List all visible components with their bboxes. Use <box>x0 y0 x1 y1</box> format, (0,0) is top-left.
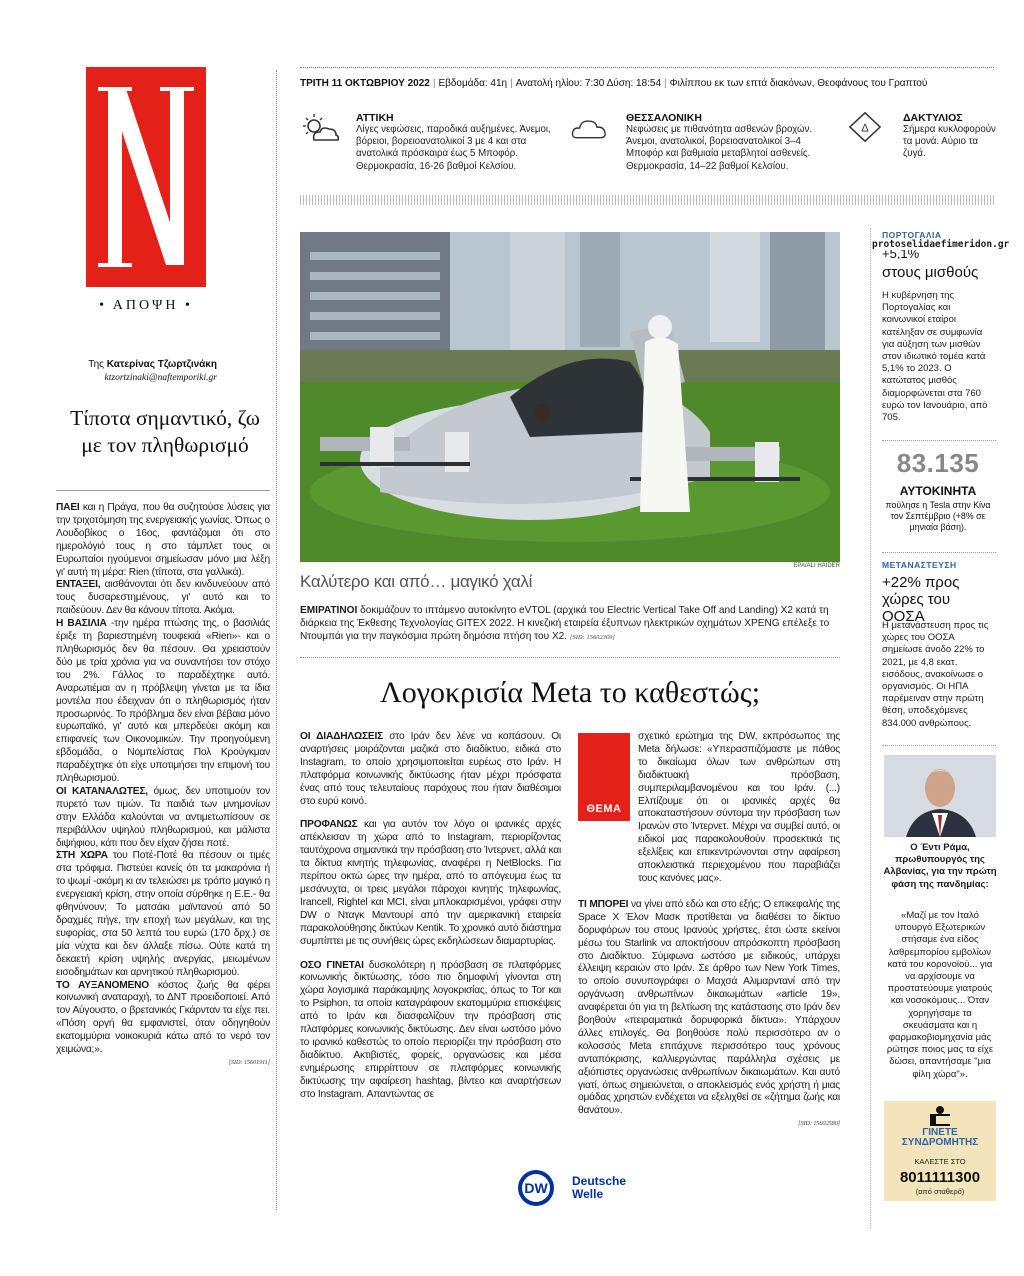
deutsche-welle-logo-icon <box>502 1168 548 1208</box>
svg-text:Δ: Δ <box>861 122 869 135</box>
divider <box>882 552 996 553</box>
sun-times: Ανατολή ηλίου: 7:30 Δύση: 18:54 <box>515 78 662 89</box>
week-number: Εβδομάδα: 41η <box>438 78 508 89</box>
paragraph: ΣΤΗ ΧΩΡΑ του Ποτέ-Ποτέ θα πέσουν οι τιμές στα τρόφιμα. Πιστεύει κανείς ότι τα μακαρόνια ή το ψωμί -ακόμη κι αν τελειώσει με τρόπο μαγικό η ενεργειακή κρίση, στην οποία σύρθηκε η Ε.Ε.- θα φθηνύνουν; Το ματσάκι μαϊντανού από 50 δραχμές πήγε, την εποχή των μεγάλων, και της ευφορίας, στα 50 λεπτά του ευρώ (170 δρχ.) σε μία νύχτα και δεν άλλαξε πίσω. Ούτε κατά τη δεκαετή κρίση υψηλής ανεργίας, μειωμένων εισοδημάτων και αρνητικού πληθωρισμού. <box>56 850 270 978</box>
divider <box>300 195 994 205</box>
article-headline: Λογοκρισία Meta το καθεστώς; <box>379 676 761 709</box>
column-divider <box>276 70 277 1210</box>
opinion-body <box>56 502 270 1070</box>
weather-thessaloniki: ΘΕΣΣΑΛΟΝΙΚΗ Νεφώσεις με πιθανότητα ασθενών βροχών. Άνεμοι, ανατολικοί, βορειοανατολικοί 3–4 Μποφόρ και βαθμιαία μεταβλητοί ασθενείς. Θερμοκρασία, 14–22 βαθμοί Κελσίου. <box>626 112 813 172</box>
site-watermark: protoselidaefimeridon.gr <box>872 239 1010 250</box>
portugal-headline: στους μισθούς <box>882 264 979 281</box>
weather-ring-traffic: ΔΑΚΤΥΛΙΟΣ Σήμερα κυκλοφορούν τα μονά. Αύριο τα ζυγά. <box>903 112 996 160</box>
paragraph: ΟΙ ΔΙΑΔΗΛΩΣΕΙΣ στο Ιράν δεν λένε να κοπάσουν. Οι αναρτήσεις μοιράζονται μαζικά στο διαδίκτυο, ειδικά στο Instagram, το οποίο χρησιμοποιείται ευρέως στο Ιράν. Η πλατφόρμα κοινωνικής δικτύωσης ήταν μέχρι πρόσφατα ένας από τους τελευταίους παρόχους που ήταν διαθέσιμοι στο ευρύ κοινό. <box>300 731 561 807</box>
photo-credit: EPA/ALI HAIDER <box>793 563 840 569</box>
sid-reference: [SID: 15602580] <box>798 1120 840 1128</box>
edi-rama-portrait <box>884 755 996 837</box>
paragraph: ΕΝΤΑΞΕΙ, αισθάνονται ότι δεν κινδυνεύουν από τους δυσαρεστημένους, γι' αυτό και το παιδεύουν. Δεν θα κάνουν τίποτα. Ακόμα. <box>56 579 270 617</box>
subscribe-note: (από σταθερό) <box>915 1187 965 1196</box>
divider <box>56 490 270 491</box>
weather-attica: ΑΤΤΙΚΗ Λίγες νεφώσεις, παροδικά αυξημένες. Άνεμοι, βόρειοι, βορειοανατολικοί 3 με 4 και στα ανατολικά πρόσκαιρα έως 5 Μποφόρ. Θερμοκρασία, 16-26 βαθμοί Κελσίου. <box>356 112 551 172</box>
paragraph: Η ΒΑΣΙΛΙΑ -την ημέρα πτώσης της, ο βασιλιάς έριξε τη βαριεστημένη τουφεκιά «Rien»- και ο πληθωρισμός δεν θα πέσουν. Θα χρειαστούν δύο με τρία χρόνια για να συναντήσει τον στόχο του 2%. Γάλλος το παραδέχτηκε αυτό. Αναρωτιέμαι αν η πρόβλεψη γίνεται με τα ίδια μοντέλα που έδειχναν ότι ο πληθωρισμός ήταν προσωρινός. Το πρόβλημα δεν είναι βέβαια μόνο ευρωπαϊκό, γι' αυτό και μπερδεύει ακόμη και επιφανείς των Οικονομικών. Την προηγούμενη εβδομάδα, ο Νομπελίστας Πολ Κρούγκμαν παραδέχτηκε ότι είχε υποτιμήσει την επιμονή του πληθωρισμού. <box>56 618 270 785</box>
migration-text: Η μετανάστευση προς τις χώρες του ΟΟΣΑ σημείωσε άνοδο 22% το 2021, με 4,8 εκατ. εισόδους, ανακοίνωσε ο οργανισμός. Οι ΗΠΑ παρέμειναν στην πρώτη θέση, υποδεχόμενες 834.000 ανθρώπους. <box>882 620 989 729</box>
opinion-title: Τίποτα σημαντικό, ζω με τον πληθωρισμό <box>70 406 260 457</box>
cloud-icon <box>570 112 618 151</box>
tesla-sales-note: πούλησε η Tesla στην Κίνα τον Σεπτέμβριο (+8% σε μηνιαία βάση). <box>885 500 991 532</box>
migration-headline: +22% προς χώρες του ΟΟΣΑ <box>882 574 960 625</box>
caption-text: δοκιμάζουν το ιπτάμενο αυτοκίνητο eVTOL (αρχικά του Electric Vertical Take Off and Landing) X2 κατά τη διάρκεια της Έκθεσης Τεχνολογίας GITEX 2022. Η κινεζική εταιρεία έξυπνων ηλεκτρικών οχημάτων XPENG επέλεξε το Ντουμπάι για την παγκόσμια πρώτη δημόσια πτήση του Χ2. <box>300 605 830 642</box>
article-column-1 <box>300 731 561 1101</box>
portugal-kicker: ΠΟΡΤΟΓΑΛΙΑ <box>882 230 942 240</box>
tesla-sales-number: 83.135 <box>896 448 980 478</box>
photo-headline: Καλύτερο και από… μαγικό χαλί <box>300 572 533 591</box>
svg-text:DW: DW <box>524 1180 548 1196</box>
caption-lead: ΕΜΙΡΑΤΙΝΟΙ <box>300 605 358 616</box>
divider <box>882 745 996 746</box>
paragraph: ΠΑΕΙ και η Πράγα, που θα συζητούσε λύσεις για την τριχοτόμηση της ενεργειακής γωνίας. Όπως ο Λουδοβίκος ο 16ος, φαντάζομαι ότι στο ημερολόγιό τους η στο τάμπλετ τους οι Ευρωπαίοι ηγούμενοι σημείωσαν μόνο μια λέξη γι' αυτή τη μέρα: Rien (τίποτα, στα γαλλικά). <box>56 502 270 578</box>
delta-road-sign-icon <box>845 110 891 149</box>
subscribe-call-label: ΚΑΛΕΣΤΕ ΣΤΟ <box>914 1157 966 1166</box>
newspaper-logo <box>86 67 206 287</box>
sid-reference: [SID: 15602369] <box>569 634 615 641</box>
paragraph: ΤΙ ΜΠΟΡΕΙ να γίνει από εδώ και στο εξής; Ο επικεφαλής της Space X Έλον Μασκ προτίθεται να διαθέσει το δίκτυο δορυφόρων του στους Ιρανούς χρήστες, έτσι ώστε εκείνοι μέσω του Starlink να αποκτήσουν απρόσκοπτη πρόσβαση στο Διαδίκτυο. Σύμφωνα ωστόσο με ειδικούς, υπάρχει έλλειψη κεραιών στο Ιράν. Σε άρθρο των New York Times, το οποίο συνυπογράφει ο Μαχσά Αλιμαρντανί από την οργάνωση ανθρωπίνων δικαιωμάτων «article 19», αναφέρεται ότι για τη βελτίωση της κατάστασης στο Ιράν δεν βοηθούν «πειραματικά δορυφορικά δίκτυα». Υπάρχουν άλλες επιλογές. Θα βοηθούσε πολύ περισσότερο αν ο κολοσσός Meta επιτάχυνε περισσότερο τους χρόνους ανταπόκρισης, καλλιεργώντας παράλληλα σχέσεις με αξιόπιστες οργανώσεις ανθρωπίνων δικαιωμάτων. Και αυτό γιατί, όπως σημειώνεται, ο αποκλεισμός ενός χρήστη ή μιας ομάδας χρηστών ενδέχεται να εξελιχθεί σε «ζήτημα ζωής και θανάτου». <box>578 898 840 1117</box>
migration-kicker: ΜΕΤΑΝΑΣΤΕΥΣΗ <box>882 560 957 570</box>
divider <box>882 440 996 441</box>
deutsche-welle-wordmark: Deutsche Welle <box>572 1174 627 1201</box>
portugal-headline-partial: +5,1% <box>882 250 920 259</box>
article-column-2 <box>578 731 840 1131</box>
portugal-text: Η κυβέρνηση της Πορτογαλίας και κοινωνικοί εταίροι κατέληξαν σε συμφωνία για αύξηση των μισθών στον ιδιωτικό τομέα κατά 5,1% το 2023. Ο κατώτατος μισθός διαμορφώνεται στα 760 ευρώ τον Ιανουάριο, από 705. <box>882 290 988 424</box>
paragraph: ΟΣΟ ΓΙΝΕΤΑΙ δυσκολότερη η πρόσβαση σε πλατφόρμες κοινωνικής δικτύωσης, τόσο πιο δημοφιλή γίνονται στη χώρα λογισμικά παράκαμψης λογοκρισίας, όπως το Tor και το Psiphon, τα οποία καταγράφουν εκατομμύρια επισκέψεις από το Ιράν και διασφαλίζουν την πρόσβαση στις πλατφόρμες κοινωνικής δικτύωσης. Δεν είναι ωστόσο μόνο το ιρανικό καθεστώς το οποίο περιορίζει την πρόσβαση στο διαδίκτυο. Ακτιβιστές, φορείς, οργανώσεις και μέσα ενημέρωσης επιρρίπτουν σε πλατφόρμες κοινωνικής δικτύωσης την αφαίρεση hashtag, βίντεο και αναρτήσεων στο Instagram. Απαντώντας σε <box>300 959 562 1100</box>
subscribe-phone[interactable]: 8011111300 <box>899 1169 981 1186</box>
paragraph: ΟΙ ΚΑΤΑΝΑΛΩΤΕΣ, όμως, δεν υποτιμούν τον πυρετό των τιμών. Τα παιδιά των μνημονίων στην Ελλάδα καλούνται να αντιμετωπίσουν σε περιβάλλον υψηλού πληθωρισμού, και μάλιστα διψήφιου, κάτι που δεν είχαν ζήσει ποτέ. <box>56 785 270 849</box>
author-email[interactable]: ktzortzinaki@naftemporiki.gr <box>104 373 217 383</box>
column-divider <box>870 228 871 1228</box>
logo-n-glyph <box>86 67 206 287</box>
issue-date: ΤΡΙΤΗ 11 ΟΚΤΩΒΡΙΟΥ 2022 <box>300 78 430 89</box>
date-bar: ΤΡΙΤΗ 11 ΟΚΤΩΒΡΙΟΥ 2022 | Εβδομάδα: 41η | Ανατολή ηλίου: 7:30 Δύση: 18:54 | Φιλίππου εκ των επτά διακόνων, Θεοφάνους του Γραπτού <box>300 78 928 89</box>
flying-car-photo <box>300 232 840 562</box>
section-label: • ΑΠΟΨΗ • <box>99 298 193 313</box>
tesla-sales-label: ΑΥΤΟΚΙΝΗΤΑ <box>899 484 977 498</box>
author-name: Κατερίνας Τζωρτζινάκη <box>106 359 217 370</box>
author-byline <box>60 359 217 370</box>
sun-cloud-icon <box>300 112 346 151</box>
byline-prefix: Της <box>88 359 104 370</box>
theme-badge: ΘΕΜΑ <box>578 733 630 821</box>
paragraph: σχετικό ερώτημα της DW, εκπρόσωπος της Meta δήλωσε: «Υπερασπιζόμαστε με πάθος το δικαίωμα όλων των ανθρώπων στη διαδικτυακή πρόσβαση, συμπεριλαμβανομένου και του Ιράν. (...) Ελπίζουμε ότι οι ιρανικές αρχές θα αποκαταστήσουν σύντομα την πρόσβαση των Ιρανών στο Ίντερνετ. Μέχρι να συμβεί αυτό, οι ειδικοί μας παρακολουθούν προσεκτικά τις εξελίξεις και επικεντρώνονται στην αφαίρεση αποκλειστικά περιεχομένου που παραβιάζει τους κανόνες μας». <box>638 731 840 884</box>
subscribe-headline: ΓΙΝΕΤΕ ΣΥΝΔΡΟΜΗΤΗΣ <box>901 1127 979 1148</box>
newspaper-reader-icon <box>884 1101 996 1129</box>
paragraph: ΠΡΟΦΑΝΩΣ και για αυτόν τον λόγο οι ιρανικές αρχές απέκλεισαν τη χώρα από το Instagram, περιορίζοντας ταυτόχρονα σημαντικά την πρόσβαση στο Ίντερνετ, αλλά και τα δίκτυα κινητής τηλεφωνίας, αναφέρει η NetBlocks. Για περίπου οκτώ ώρες την ημέρα, από το απόγευμα έως τα μεσάνυχτα, οι τρεις μεγάλοι πάροχοι κινητής τηλεφωνίας, Irancell, Rightel και MCI, είναι μπλοκαρισμένοι, γράφει στην DW ο Νταγκ Μαντουρί από την αμερικανική εταιρεία παρακολούθησης δικτύων Kentik. Το χρονικό αυτό διάστημα συμπίπτει με τις συνήθεις ώρες εκδηλώσεων διαμαρτυρίας. <box>300 819 562 947</box>
paragraph: ΤΟ ΑΥΞΑΝΟΜΕΝΟ κόστος ζωής θα φέρει κοινωνική αναταραχή, το ΔΝΤ προειδοποιεί. Από τον Αύγουστο, ο βρετανικός Γκάρνταν τα είχε πει. «Πόση οργή θα εμφανιστεί, όταν οδηγηθούν εκατομμύρια νοικοκυριά κάτω από το νερό τον χειμώνα;». <box>56 979 270 1056</box>
quote-caption: Ο Έντι Ράμα, πρωθυπουργός της Αλβανίας, για την πρώτη φάση της πανδημίας: <box>883 842 997 890</box>
subscription-box[interactable] <box>884 1101 996 1201</box>
photo-caption <box>300 604 840 644</box>
name-days: Φιλίππου εκ των επτά διακόνων, Θεοφάνους του Γραπτού <box>669 78 928 89</box>
divider <box>300 67 994 68</box>
sid-reference: [SID: 15601911] <box>228 1058 270 1066</box>
divider <box>300 657 840 658</box>
quote-text: «Μαζί με τον Ιταλό υπουργό Εξωτερικών στήσαμε ένα είδος λαθρεμπορίου εμβολίων κατά του κορονοϊού... για να αρχίσουμε να προστατεύουμε γιατρούς και νοσοκόμους... Όταν χορηγήσαμε τα σκευάσματα και η φαρμακοβιομηχανία μάς ρώτησε ποιος μας τα είχε δώσει, απαντήσαμε "μια φίλη χώρα"». <box>886 910 994 1080</box>
